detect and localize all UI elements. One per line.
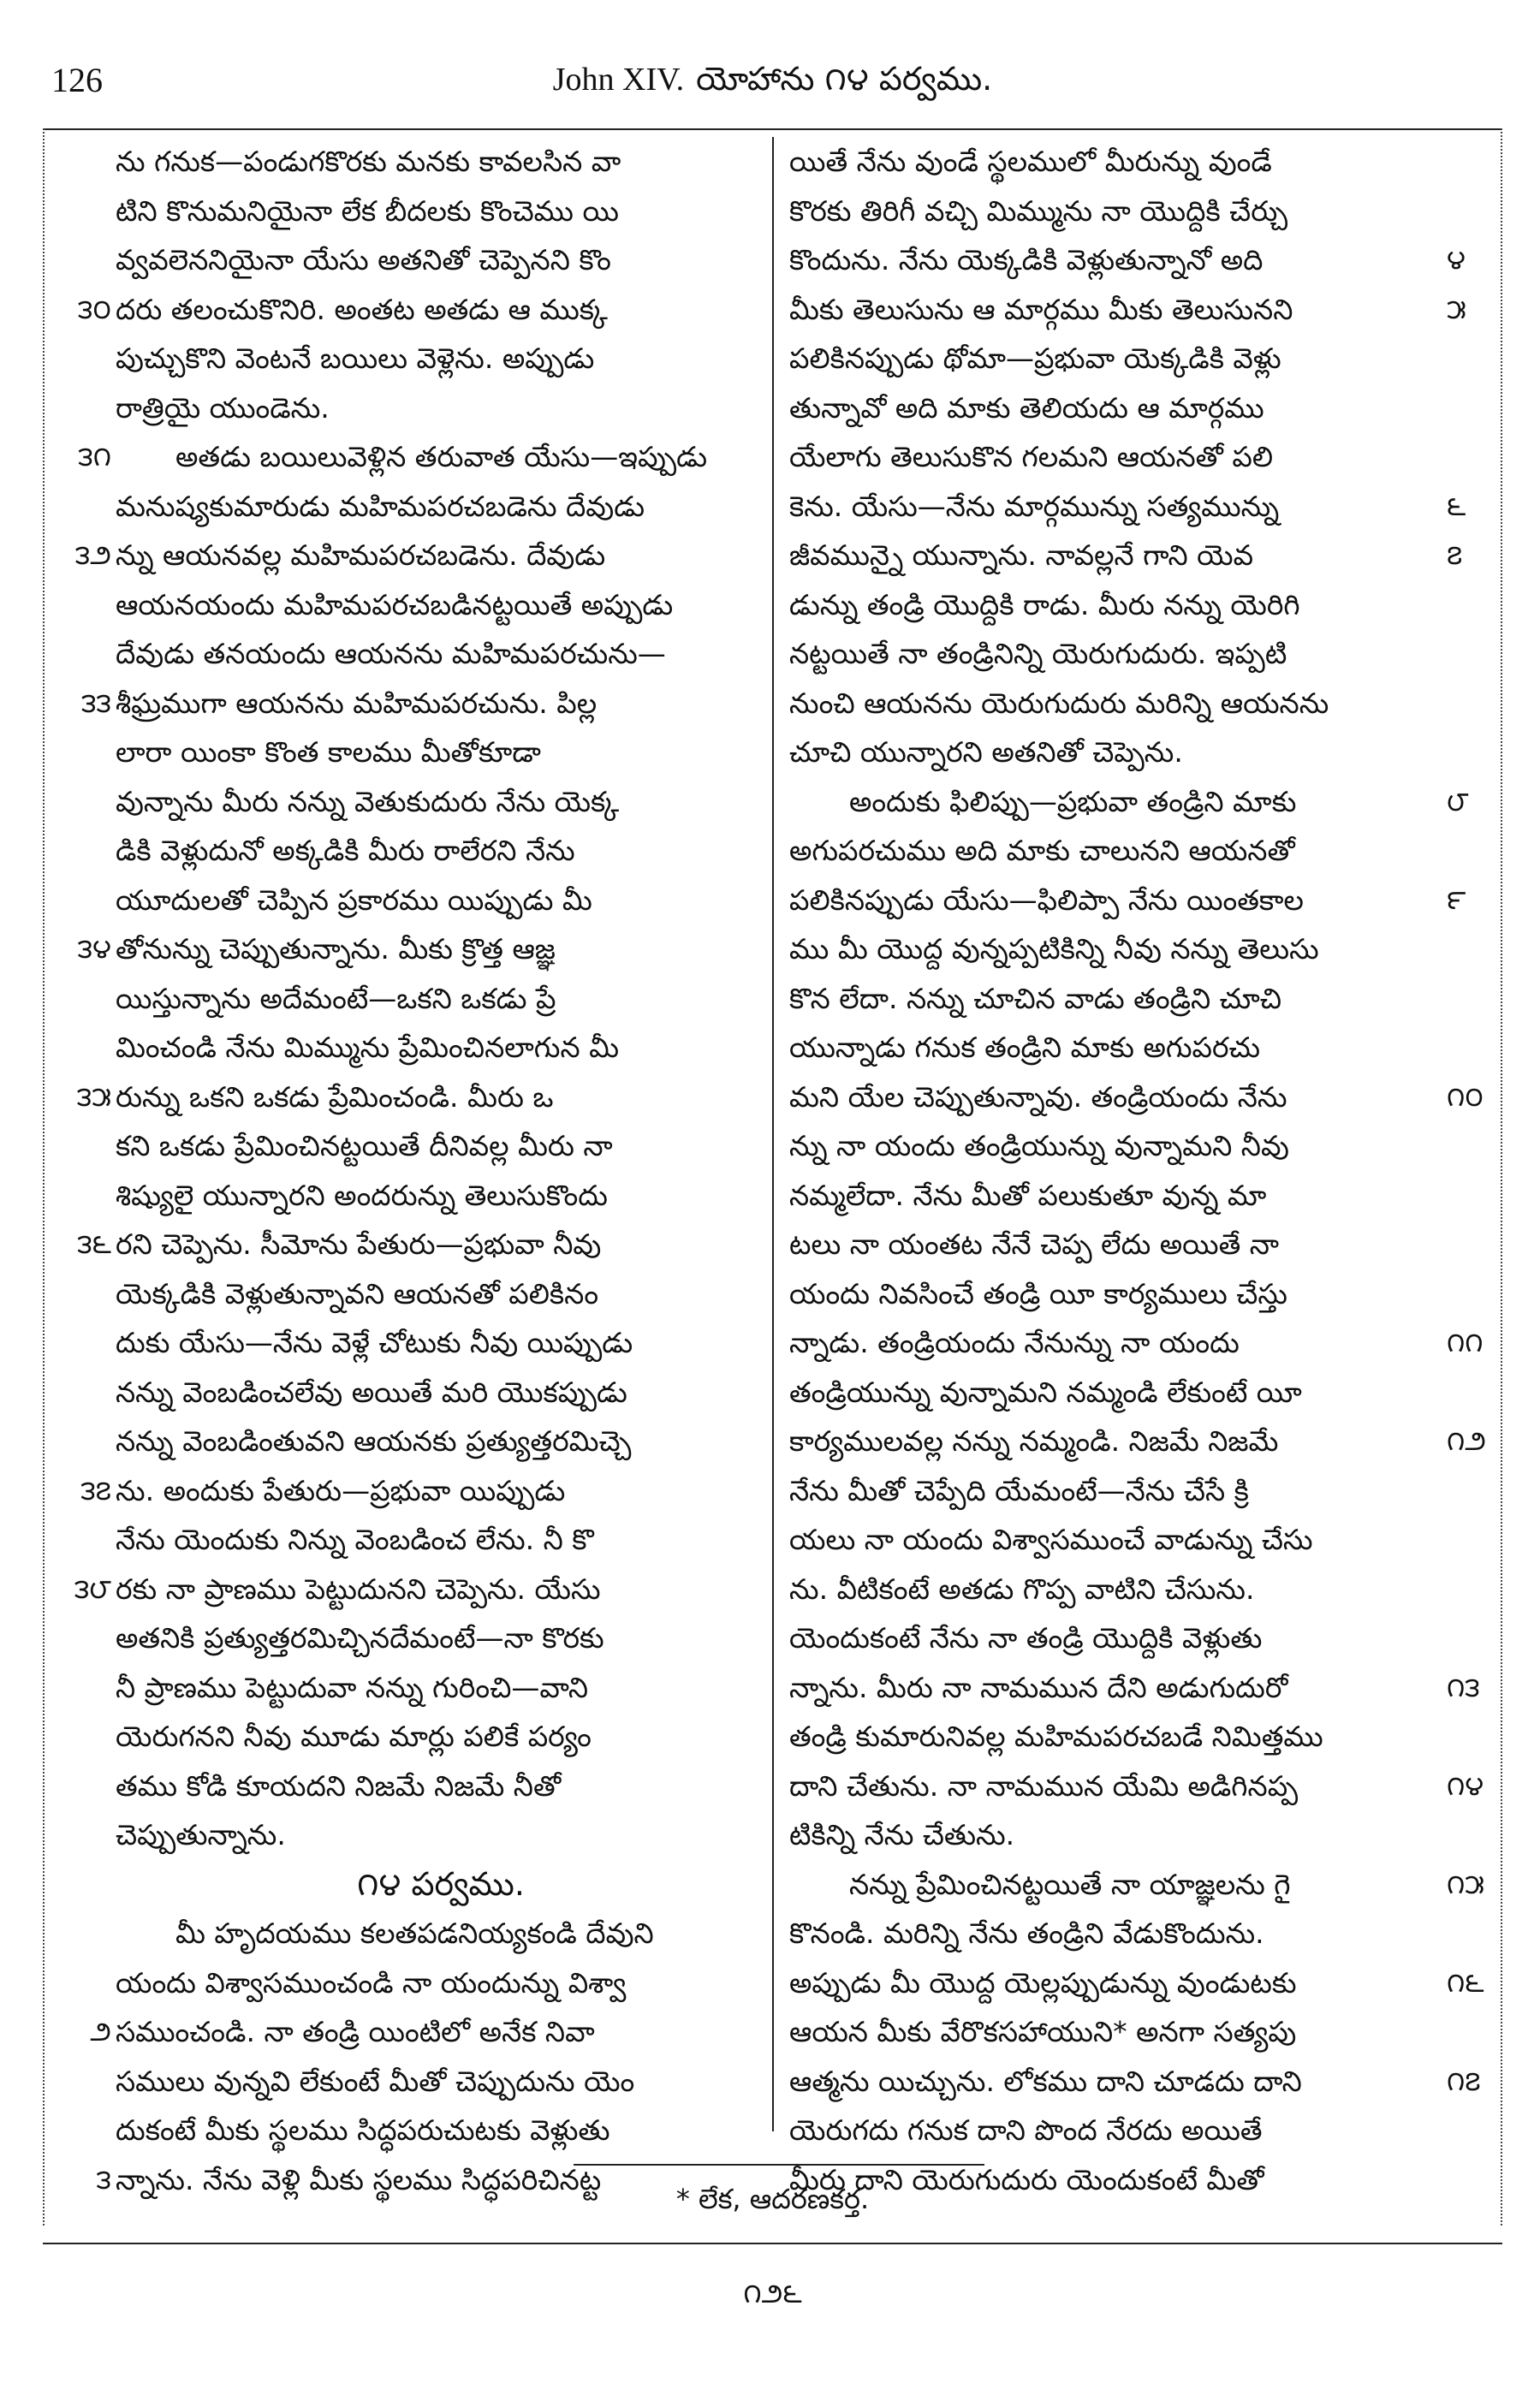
text-line (116, 1368, 766, 1417)
line-text: నుంచి ఆయనను యెరుగుదురు మరిన్ని ఆయనను (789, 686, 1329, 720)
line-text: ను గనుక—పండుగకొరకు మనకు కావలసిన వా (116, 145, 621, 178)
right-column (789, 137, 1487, 2204)
page-frame-right (1501, 128, 1502, 2226)
line-text: పుచ్చుకొని వెంటనే బయిలు వెళ్లెను. అప్పుడు (116, 342, 595, 375)
line-text: జీవమున్నై యున్నాను. నావల్లనే గాని యెవ (789, 538, 1254, 572)
line-text: అందుకు ఫిలిప్పు—ప్రభువా తండ్రిని మాకు (849, 784, 1297, 818)
verse-number: ౧౩ (1447, 1670, 1480, 1703)
text-line (116, 1269, 766, 1319)
line-text: ము మీ యొద్ద వున్నప్పటికిన్ని నీవు నన్ను తెలుసు (789, 932, 1319, 966)
verse-number: ౬ (1447, 489, 1466, 522)
verse-number: ౩౫ (76, 1079, 111, 1113)
line-text: టికిన్ని నేను చేతును. (789, 1818, 1015, 1851)
page-frame-left (43, 128, 45, 2226)
text-line (789, 1762, 1484, 1811)
text-line (116, 383, 766, 433)
text-line (789, 187, 1440, 236)
text-line (789, 580, 1440, 630)
text-line (789, 1515, 1440, 1565)
text-line (789, 629, 1440, 679)
text-line (789, 1909, 1440, 1958)
verse-number: ౧౭ (1447, 2064, 1481, 2097)
line-text: నన్ను ప్రేమించినట్టయితే నా యాజ్ఞలను గై (849, 1867, 1291, 1901)
line-text: తున్నావో అది మాకు తెలియదు ఆ మార్గము (789, 390, 1264, 425)
line-text: కొందును. నేను యెక్కడికి వెళ్లుతున్నానో అది (789, 243, 1264, 276)
verse-number: ౧౦ (1447, 1079, 1484, 1113)
page-number: 126 (51, 61, 103, 99)
text-line (78, 432, 766, 482)
line-text: కొనండి. మరిన్ని నేను తండ్రిని వేడుకొందును. (789, 1917, 1264, 1950)
line-text: న్నాడు. తండ్రియందు నేనున్ను నా యందు (789, 1326, 1240, 1359)
text-line (116, 728, 766, 777)
text-line (789, 777, 1469, 827)
text-line (789, 1073, 1484, 1122)
line-text: రకు నా ప్రాణము పెట్టుదునని చెప్పెను. యేసు (116, 1572, 601, 1606)
text-line (116, 1515, 766, 1565)
text-line (789, 482, 1466, 532)
line-text: ఆయన మీకు వేరొకసహాయుని* అనగా సత్యపు (789, 2015, 1297, 2048)
line-text: చెప్పుతున్నాను. (116, 1818, 286, 1851)
text-line (74, 531, 766, 580)
line-text: యూదులతో చెప్పిన ప్రకారము యిప్పుడు మీ (116, 883, 592, 917)
verse-number: ౩ (96, 2162, 111, 2196)
text-line (789, 1023, 1440, 1073)
text-line (789, 826, 1440, 876)
running-head (43, 60, 1502, 106)
text-line (789, 432, 1440, 482)
line-text: రున్ను ఒకని ఒకడు ప్రేమించండి. మీరు ఒ (116, 1079, 554, 1114)
line-text: న్ను ఆయనవల్ల మహిమపరచబడెను. దేవుడు (116, 538, 606, 572)
line-text: సముంచండి. నా తండ్రి యింటిలో అనేక నివా (116, 2015, 595, 2048)
footer-rule (43, 2243, 1502, 2244)
line-text: దాని చేతును. నా నామమున యేమి అడిగినప్ప (789, 1768, 1299, 1803)
line-text: కార్యములవల్ల నన్ను నమ్మండి. నిజమే నిజమే (789, 1424, 1279, 1458)
text-line (116, 1762, 766, 1811)
line-text: యెరుగదు గనుక దాని పొంద నేరదు అయితే (789, 2113, 1263, 2147)
running-head-telugu: యోహాను ౧౪ పర్వము. (696, 60, 993, 98)
line-text: మని యేల చెప్పుతున్నావు. తండ్రియందు నేను (789, 1079, 1287, 1114)
text-line (116, 2106, 766, 2155)
text-line (116, 1417, 766, 1466)
line-text: దరు తలంచుకొనిరి. అంతట అతడు ఆ ముక్క (116, 292, 608, 326)
text-line (789, 383, 1440, 433)
text-line (116, 629, 766, 679)
text-line (116, 187, 766, 236)
line-text: యున్నాడు గనుక తండ్రిని మాకు అగుపరచు (789, 1031, 1261, 1064)
line-text: తండ్రి కుమారునివల్ల మహిమపరచబడే నిమిత్తము (789, 1720, 1323, 1753)
line-text: కెను. యేసు—నేను మార్గమున్ను సత్యమున్ను (789, 489, 1280, 523)
line-text: మించండి నేను మిమ్మును ప్రేమించినలాగున మీ (116, 1031, 620, 1064)
verse-number: ౨ (90, 2015, 111, 2047)
line-text: నన్ను వెంబడింతువని ఆయనకు ప్రత్యుత్తరమిచ్చె (116, 1424, 632, 1458)
line-text: లారా యింకా కొంత కాలము మీతోకూడా (116, 735, 541, 769)
text-line (116, 876, 766, 925)
verse-number: ౩౭ (80, 1473, 111, 1506)
line-text: మీరు దాని యెరుగుదురు యెందుకంటే మీతో (789, 2162, 1264, 2196)
line-text: ఆయనయందు మహిమపరచబడినట్టయితే అప్పుడు (116, 587, 674, 621)
text-line (789, 974, 1440, 1024)
verse-number: ౩౨ (74, 538, 111, 571)
page (43, 34, 1502, 2337)
text-line (789, 1860, 1485, 1910)
text-line (116, 777, 766, 827)
line-text: మీ హృదయము కలతపడనియ్యకండి దేవుని (175, 1917, 654, 1950)
line-text: శిష్యులై యున్నారని అందరున్ను తెలుసుకొందు (116, 1178, 608, 1212)
line-text: దేవుడు తనయందు ఆయనను మహిమపరచును— (116, 637, 666, 670)
text-line (116, 1810, 766, 1860)
text-line (789, 1417, 1487, 1466)
verse-number: ౩౩ (81, 686, 111, 719)
text-line (76, 1073, 766, 1122)
line-text: నమ్మలేదా. నేను మీతో పలుకుతూ వున్న మా (789, 1178, 1267, 1212)
line-text: టలు నా యంతట నేనే చెప్ప లేదు అయితే నా (789, 1227, 1280, 1261)
text-line (116, 580, 766, 630)
line-text: పలికినప్పుడు థోమా—ప్రభువా యెక్కడికి వెళ్లు (789, 342, 1281, 375)
line-text: కొన లేదా. నన్ను చూచిన వాడు తండ్రిని చూచి (789, 981, 1282, 1015)
verse-number: ౧౪ (1447, 1768, 1484, 1802)
line-text: డికి వెళ్లుదునో అక్కడికి మీరు రాలేరని నేను (116, 834, 575, 867)
line-text: సములు వున్నవి లేకుంటే మీతో చెప్పుదును యెం (116, 2064, 635, 2098)
footnote-rule (574, 2164, 984, 2166)
text-line (789, 235, 1466, 285)
text-line (116, 1909, 766, 1958)
line-text: ౧౪ పర్వము. (357, 1864, 525, 1903)
line-text: పలికినప్పుడు యేసు—ఫిలిప్పా నేను యింతకాల (789, 883, 1304, 917)
text-line (789, 876, 1466, 925)
line-text: తోనున్ను చెప్పుతున్నాను. మీకు క్రొత్త ఆజ్ఞ (116, 932, 556, 966)
line-text: ను. అందుకు పేతురు—ప్రభువా యిప్పుడు (116, 1473, 566, 1507)
text-line (80, 1466, 766, 1516)
text-line (116, 1023, 766, 1073)
line-text: తండ్రియున్ను వున్నామని నమ్మండి లేకుంటే యీ (789, 1375, 1302, 1409)
text-line (116, 482, 766, 532)
text-line (77, 285, 766, 335)
text-line (789, 334, 1440, 383)
text-line (116, 2057, 766, 2107)
text-line (789, 2057, 1481, 2107)
line-text: ఆత్మను యిచ్చును. లోకము దాని చూడదు దాని (789, 2064, 1302, 2098)
verse-number: ౪ (1447, 243, 1466, 276)
verse-number: ౩౧ (78, 440, 111, 472)
text-line (116, 137, 766, 187)
line-text: నట్టయితే నా తండ్రినిన్ని యెరుగుదురు. ఇప్పటి (789, 637, 1287, 670)
text-line (116, 334, 766, 383)
text-line (116, 1121, 766, 1171)
text-line (789, 924, 1440, 974)
line-text: యిస్తున్నాను అదేమంటే—ఒకని ఒకడు ప్రే (116, 981, 556, 1015)
line-text: యెరుగనని నీవు మూడు మార్లు పలికే పర్యం (116, 1720, 592, 1753)
text-line (789, 728, 1440, 777)
verse-number: ౧౨ (1447, 1424, 1487, 1457)
line-text: న్ను నా యందు తండ్రియున్ను వున్నామని నీవు (789, 1129, 1289, 1162)
verse-number: ౩౬ (77, 1227, 111, 1260)
text-line (789, 1810, 1440, 1860)
column-divider (772, 137, 774, 2131)
line-text: యేలాగు తెలుసుకొన గలమని ఆయనతో పలి (789, 440, 1274, 473)
chapter-heading (116, 1860, 766, 1910)
line-text: యలు నా యందు విశ్వాసముంచే వాడున్ను చేసు (789, 1523, 1313, 1556)
line-text: యందు విశ్వాసముంచండి నా యందున్ను విశ్వా (116, 1965, 627, 2000)
text-line (789, 1466, 1440, 1516)
text-line (789, 2106, 1440, 2155)
line-text: అప్పుడు మీ యొద్ద యెల్లప్పుడున్ను వుండుటకు (789, 1965, 1297, 2000)
text-line (789, 1121, 1440, 1171)
line-text: ను. వీటికంటే అతడు గొప్ప వాటిని చేసును. (789, 1572, 1255, 1606)
line-text: నన్ను వెంబడించలేవు అయితే మరి యొకప్పుడు (116, 1375, 627, 1409)
line-text: నీ ప్రాణము పెట్టుదువా నన్ను గురించి—వాని (116, 1670, 589, 1704)
text-line (74, 1565, 766, 1614)
line-text: టిని కొనుమనియైనా లేక బీదలకు కొంచెము యి (116, 193, 619, 228)
running-head-english: John XIV. (552, 62, 685, 98)
verse-number: ౩౪ (77, 932, 111, 965)
text-line (77, 1220, 766, 1269)
footnote: * లేక, ఆదరణకర్త. (675, 2183, 870, 2215)
line-text: అగుపరచుము అది మాకు చాలునని ఆయనతో (789, 834, 1295, 867)
line-text: అతడు బయిలువెళ్లిన తరువాత యేసు—ఇప్పుడు (175, 440, 708, 473)
text-line (116, 826, 766, 876)
line-text: యందు నివసించే తండ్రి యీ కార్యములు చేస్తు (789, 1276, 1287, 1310)
line-text: రని చెప్పెను. సీమోను పేతురు—ప్రభువా నీవు (116, 1227, 602, 1261)
text-line (789, 531, 1463, 580)
text-line (789, 1712, 1440, 1762)
text-line (116, 1171, 766, 1221)
text-line (116, 235, 766, 285)
text-line (116, 1663, 766, 1713)
text-line (116, 1712, 766, 1762)
line-text: న్నాను. నేను వెళ్లి మీకు స్థలము సిద్ధపరిచినట్ట (116, 2162, 602, 2196)
line-text: వున్నాను మీరు నన్ను వెతుకుదురు నేను యెక్క (116, 784, 620, 818)
text-line (789, 1318, 1484, 1368)
line-text: దుకంటే మీకు స్థలము సిద్ధపరుచుటకు వెళ్లుతు (116, 2113, 610, 2147)
signature-mark: ౧౨౬ (743, 2277, 802, 2309)
line-text: యెక్కడికి వెళ్లుతున్నావని ఆయనతో పలికినం (116, 1276, 599, 1310)
line-text: న్నాను. మీరు నా నామమున దేని అడుగుదురో (789, 1670, 1288, 1704)
line-text: నేను మీతో చెప్పేది యేమంటే—నేను చేసే క్రి (789, 1473, 1249, 1507)
text-line (789, 1368, 1440, 1417)
text-line (789, 2007, 1440, 2057)
text-line (77, 924, 766, 974)
text-line (116, 974, 766, 1024)
verse-number: ౭ (1447, 538, 1463, 571)
line-text: మనుష్యకుమారుడు మహిమపరచబడెను దేవుడు (116, 489, 645, 523)
line-text: నేను యెందుకు నిన్ను వెంబడించ లేను. నీ కొ (116, 1523, 594, 1556)
text-line (116, 1613, 766, 1663)
text-line (789, 1613, 1440, 1663)
text-line (789, 1269, 1440, 1319)
line-text: చూచి యున్నారని అతనితో చెప్పెను. (789, 735, 1183, 769)
verse-number: ౩౮ (74, 1572, 111, 1605)
text-line (789, 1958, 1484, 2008)
left-column (74, 137, 766, 2204)
text-line (789, 1220, 1440, 1269)
line-text: డున్ను తండ్రి యొద్దికి రాడు. మీరు నన్ను యెరిగి (789, 587, 1300, 621)
line-text: తము కోడి కూయదని నిజమే నిజమే నీతో (116, 1768, 562, 1803)
verse-number: ౧౬ (1447, 1965, 1484, 1999)
header-rule (43, 128, 1502, 130)
line-text: యెందుకంటే నేను నా తండ్రి యొద్దికి వెళ్లుతు (789, 1621, 1263, 1655)
verse-number: ౧౧ (1447, 1326, 1484, 1358)
line-text: అతనికి ప్రత్యుత్తరమిచ్చినదేమంటే—నా కొరకు (116, 1621, 604, 1655)
text-line (789, 1565, 1440, 1614)
text-line (116, 1318, 766, 1368)
line-text: దుకు యేసు—నేను వెళ్లే చోటుకు నీవు యిప్పుడు (116, 1326, 633, 1359)
line-text: శీఘ్రముగా ఆయనను మహిమపరచును. పిల్ల (116, 686, 598, 720)
verse-number: ౩౦ (77, 292, 111, 325)
text-line (116, 1958, 766, 2008)
text-line (789, 1171, 1440, 1221)
line-text: కొరకు తిరిగీ వచ్చి మిమ్మును నా యొద్దికి చేర్చు (789, 193, 1288, 228)
line-text: మీకు తెలుసును ఆ మార్గము మీకు తెలుసునని (789, 292, 1293, 326)
line-text: కని ఒకడు ప్రేమించినట్టయితే దీనివల్ల మీరు నా (116, 1129, 613, 1162)
text-line (81, 679, 766, 728)
text-line (789, 137, 1440, 187)
line-text: రాత్రియై యుండెను. (116, 390, 330, 425)
text-line (90, 2007, 766, 2057)
text-line (789, 679, 1440, 728)
text-line (789, 285, 1466, 335)
line-text: యితే నేను వుండే స్థలములో మీరున్ను వుండే (789, 145, 1272, 178)
verse-number: ౯ (1447, 883, 1466, 916)
verse-number: ౫ (1447, 292, 1466, 325)
text-line (789, 1663, 1480, 1713)
line-text: వ్వవలెననియైనా యేసు అతనితో చెప్పెనని కొం (116, 243, 611, 276)
verse-number: ౧౫ (1447, 1867, 1485, 1900)
verse-number: ౮ (1447, 784, 1469, 817)
